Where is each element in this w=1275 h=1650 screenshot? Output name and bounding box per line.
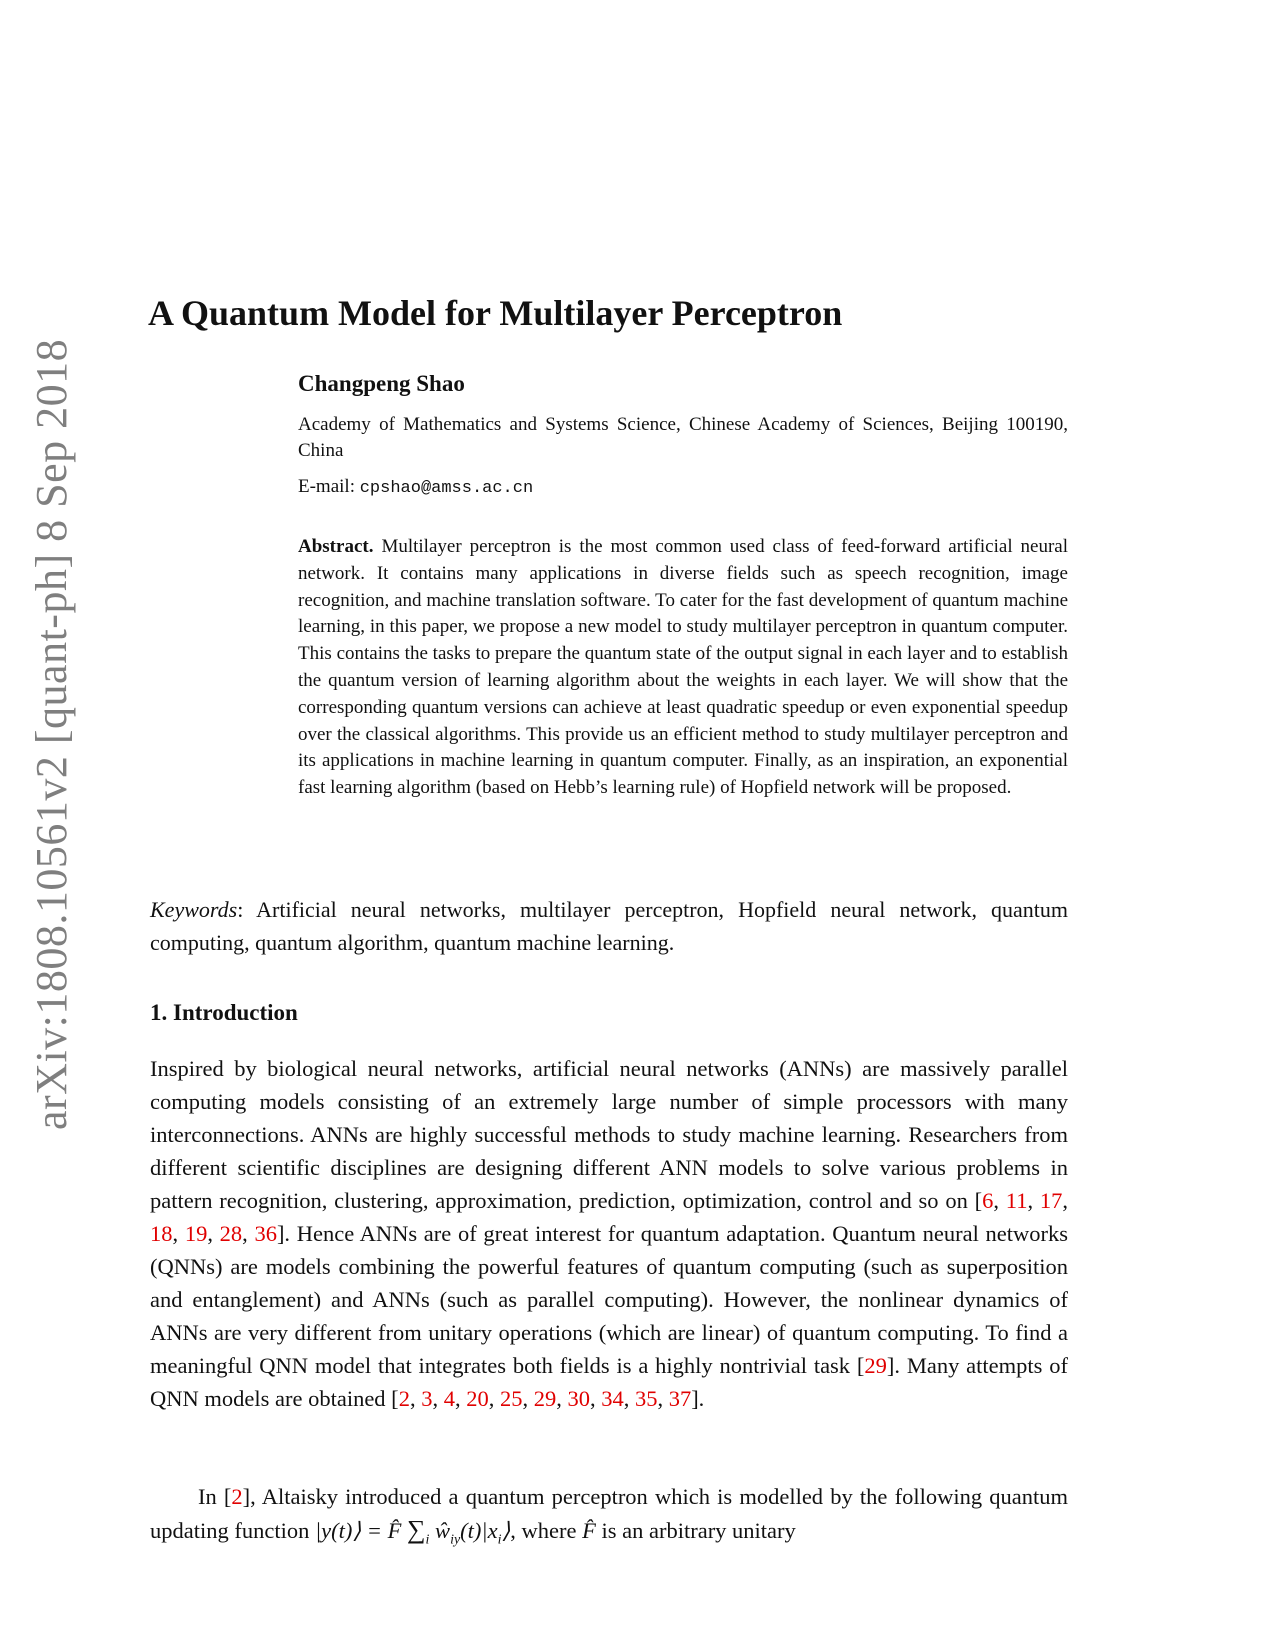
citation-link[interactable]: 19: [184, 1221, 208, 1246]
citation-link[interactable]: 18: [150, 1221, 173, 1246]
author-affiliation: Academy of Mathematics and Systems Science, Chinese Academy of Sciences, Beijing 100190, China: [298, 414, 1068, 461]
intro-text: ], Altaisky introduced a quantum perceptron which is modelled by the following quantum updating function: [150, 1484, 1068, 1543]
intro-text: , where: [510, 1518, 583, 1543]
citation-link[interactable]: 20: [466, 1386, 489, 1411]
citation-link[interactable]: 30: [567, 1386, 590, 1411]
citation-link[interactable]: 3: [421, 1386, 433, 1411]
citation-link[interactable]: 2: [398, 1386, 410, 1411]
author-email: [298, 476, 533, 498]
intro-paragraph-2: [150, 1480, 1068, 1557]
update-formula: |y(t)⟩ = F̂ $\sum_i$ $ŵ_{iy}(t)|x_i⟩$: [314, 1515, 511, 1548]
arxiv-identifier-stamp: arXiv:1808.10561v2 [quant-ph] 8 Sep 2018: [27, 338, 76, 1130]
citation-link[interactable]: 28: [219, 1221, 243, 1246]
citation-link[interactable]: 34: [601, 1386, 624, 1411]
intro-text: is an arbitrary unitary: [595, 1518, 796, 1543]
keywords-text: : Artificial neural networks, multilayer perceptron, Hopfield neural network, quantum computing, quantum algorithm, quantum machine learning.: [150, 897, 1068, 955]
citation-link[interactable]: 11: [1005, 1188, 1028, 1213]
intro-text: ]. Many attempts of QNN models are obtained [: [150, 1353, 1068, 1411]
operator-symbol: F̂: [582, 1518, 596, 1543]
citation-link[interactable]: 6: [982, 1188, 994, 1213]
email-label: E-mail:: [298, 476, 355, 497]
abstract-text: Multilayer perceptron is the most common used class of feed-forward artificial neural network. It contains many applications in diverse fields such as speech recognition, image recognition, and machine translation software. To cater for the fast development of quantum machine learning, in this paper, we propose a new model to study multilayer perceptron in quantum computer. This contains the tasks to prepare the quantum state of the output signal in each layer and to establish the quantum version of learning algorithm about the weights in each layer. We will show that the corresponding quantum versions can achieve at least quadratic speedup or even exponential speedup over the classical algorithms. This provide us an efficient method to study multilayer perceptron and its applications in machine learning in quantum computer. Finally, as an inspiration, an exponential fast learning algorithm (based on Hebb’s learning rule) of Hopfield network will be proposed.: [298, 536, 1068, 799]
intro-text: ].: [691, 1386, 705, 1411]
paper-title: A Quantum Model for Multilayer Perceptron: [148, 293, 843, 333]
intro-paragraph-1: Inspired by biological neural networks, artificial neural networks (ANNs) are massively parallel computing models consisting of an extremely large number of simple processors with many interconnections. ANNs are highly successful methods to study machine learning. Researchers from different scientific disciplines are designing different ANN models to solve various problems in pattern recognition, clustering, approximation, prediction, optimization, control and so on [6, 11, 17, 18, 19, 28, 36]. Hence ANNs are of great interest for quantum adaptation. Quantum neural networks (QNNs) are models combining the powerful features of quantum computing (such as superposition and entanglement) and ANNs (such as parallel computing). However, the nonlinear dynamics of ANNs are very different from unitary operations (which are linear) of quantum computing. To find a meaningful QNN model that integrates both fields is a highly nontrivial task [29]. Many attempts of QNN models are obtained [2, 3, 4, 20, 25, 29, 30, 34, 35, 37].: [150, 1056, 1069, 1411]
author-name: Changpeng Shao: [298, 371, 465, 396]
citation-link[interactable]: 2: [231, 1484, 243, 1509]
citation-link[interactable]: 25: [499, 1386, 523, 1411]
abstract: [298, 534, 1068, 802]
intro-text: In [: [198, 1484, 232, 1509]
citation-link[interactable]: 17: [1039, 1188, 1063, 1213]
citation-link[interactable]: 29: [864, 1353, 887, 1378]
citation-link[interactable]: 36: [254, 1221, 277, 1246]
intro-text: ]. Hence ANNs are of great interest for quantum adaptation. Quantum neural networks (QNNs) are models combining the powerful features of quantum computing (such as superposition and entanglement) and ANNs (such as parallel computing). However, the nonlinear dynamics of ANNs are very different from unitary operations (which are linear) of quantum computing. To find a meaningful QNN model that integrates both fields is a highly nontrivial task [: [150, 1221, 1069, 1378]
citation-link[interactable]: 4: [443, 1386, 455, 1411]
citation-link[interactable]: 29: [533, 1386, 557, 1411]
intro-text: Inspired by biological neural networks, artificial neural networks (ANNs) are massively parallel computing models consisting of an extremely large number of simple processors with many interconnections. ANNs are highly successful methods to study machine learning. Researchers from different scientific disciplines are designing different ANN models to solve various problems in pattern recognition, clustering, approximation, prediction, optimization, control and so on [: [150, 1056, 1068, 1213]
keywords-label: Keywords: [150, 897, 238, 922]
email-address[interactable]: cpshao@amss.ac.cn: [359, 479, 534, 498]
section-heading-introduction: 1. Introduction: [150, 1000, 298, 1025]
abstract-label: Abstract.: [298, 536, 374, 557]
citation-link[interactable]: 35: [634, 1386, 658, 1411]
keywords: [150, 893, 1068, 959]
citation-link[interactable]: 37: [668, 1386, 692, 1411]
